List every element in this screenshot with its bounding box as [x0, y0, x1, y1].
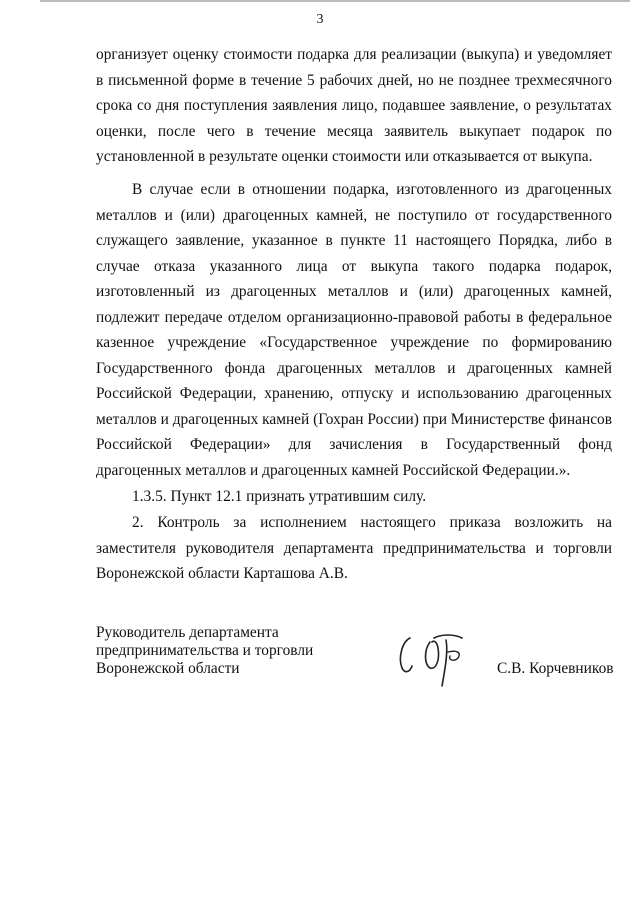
position-line-1: Руководитель департамента [96, 624, 279, 641]
paragraph-4: 2. Контроль за исполнением настоящего приказа возложить на заместителя руководителя департамента предпринимательства и торговли Воронежской области Карташова А.В. [96, 514, 612, 582]
signer-name: С.В. Корчевников [497, 660, 614, 677]
paragraph-3: 1.3.5. Пункт 12.1 признать утратившим силу. [132, 488, 427, 505]
paragraph-2: В случае если в отношении подарка, изготовленного из драгоценных металлов и (или) драгоценных камней, не поступило от государственного служащего заявление, указанное в пункте 11 настоящего Порядка, либо в случае отказа указанного лица от выкупа такого подарка подарок, изготовленный из драгоценных металлов и (или) драгоценных камней, подлежит передаче отделом организационно-правовой работы в федеральное казенное учреждение «Государственное учреждение по формированию Государственного фонда драгоценных металлов и драгоценных камней Российской Федерации, хранению, отпуску и использованию драгоценных металлов и драгоценных камней (Гохран России) при Министерстве финансов Российской Федерации» для зачисления в Государственный фонд драгоценных металлов и драгоценных камней Российской Федерации.». [96, 181, 612, 479]
handwritten-signature [396, 628, 476, 690]
signer-position [96, 624, 336, 678]
position-line-3: Воронежской области [96, 660, 240, 677]
page-number: 3 [316, 12, 324, 27]
paragraph-1: организует оценку стоимости подарка для реализации (выкупа) и уведомляет в письменной форме в течение 5 рабочих дней, но не позднее трехмесячного срока со дня поступления заявления лицо, подавшее заявление, о результатах оценки, после чего в течение месяца заявитель выкупает подарок по установленной в результате оценки стоимости или отказывается от выкупа. [96, 46, 612, 165]
position-line-2: предпринимательства и торговли [96, 642, 314, 659]
scan-edge-line [40, 0, 630, 2]
